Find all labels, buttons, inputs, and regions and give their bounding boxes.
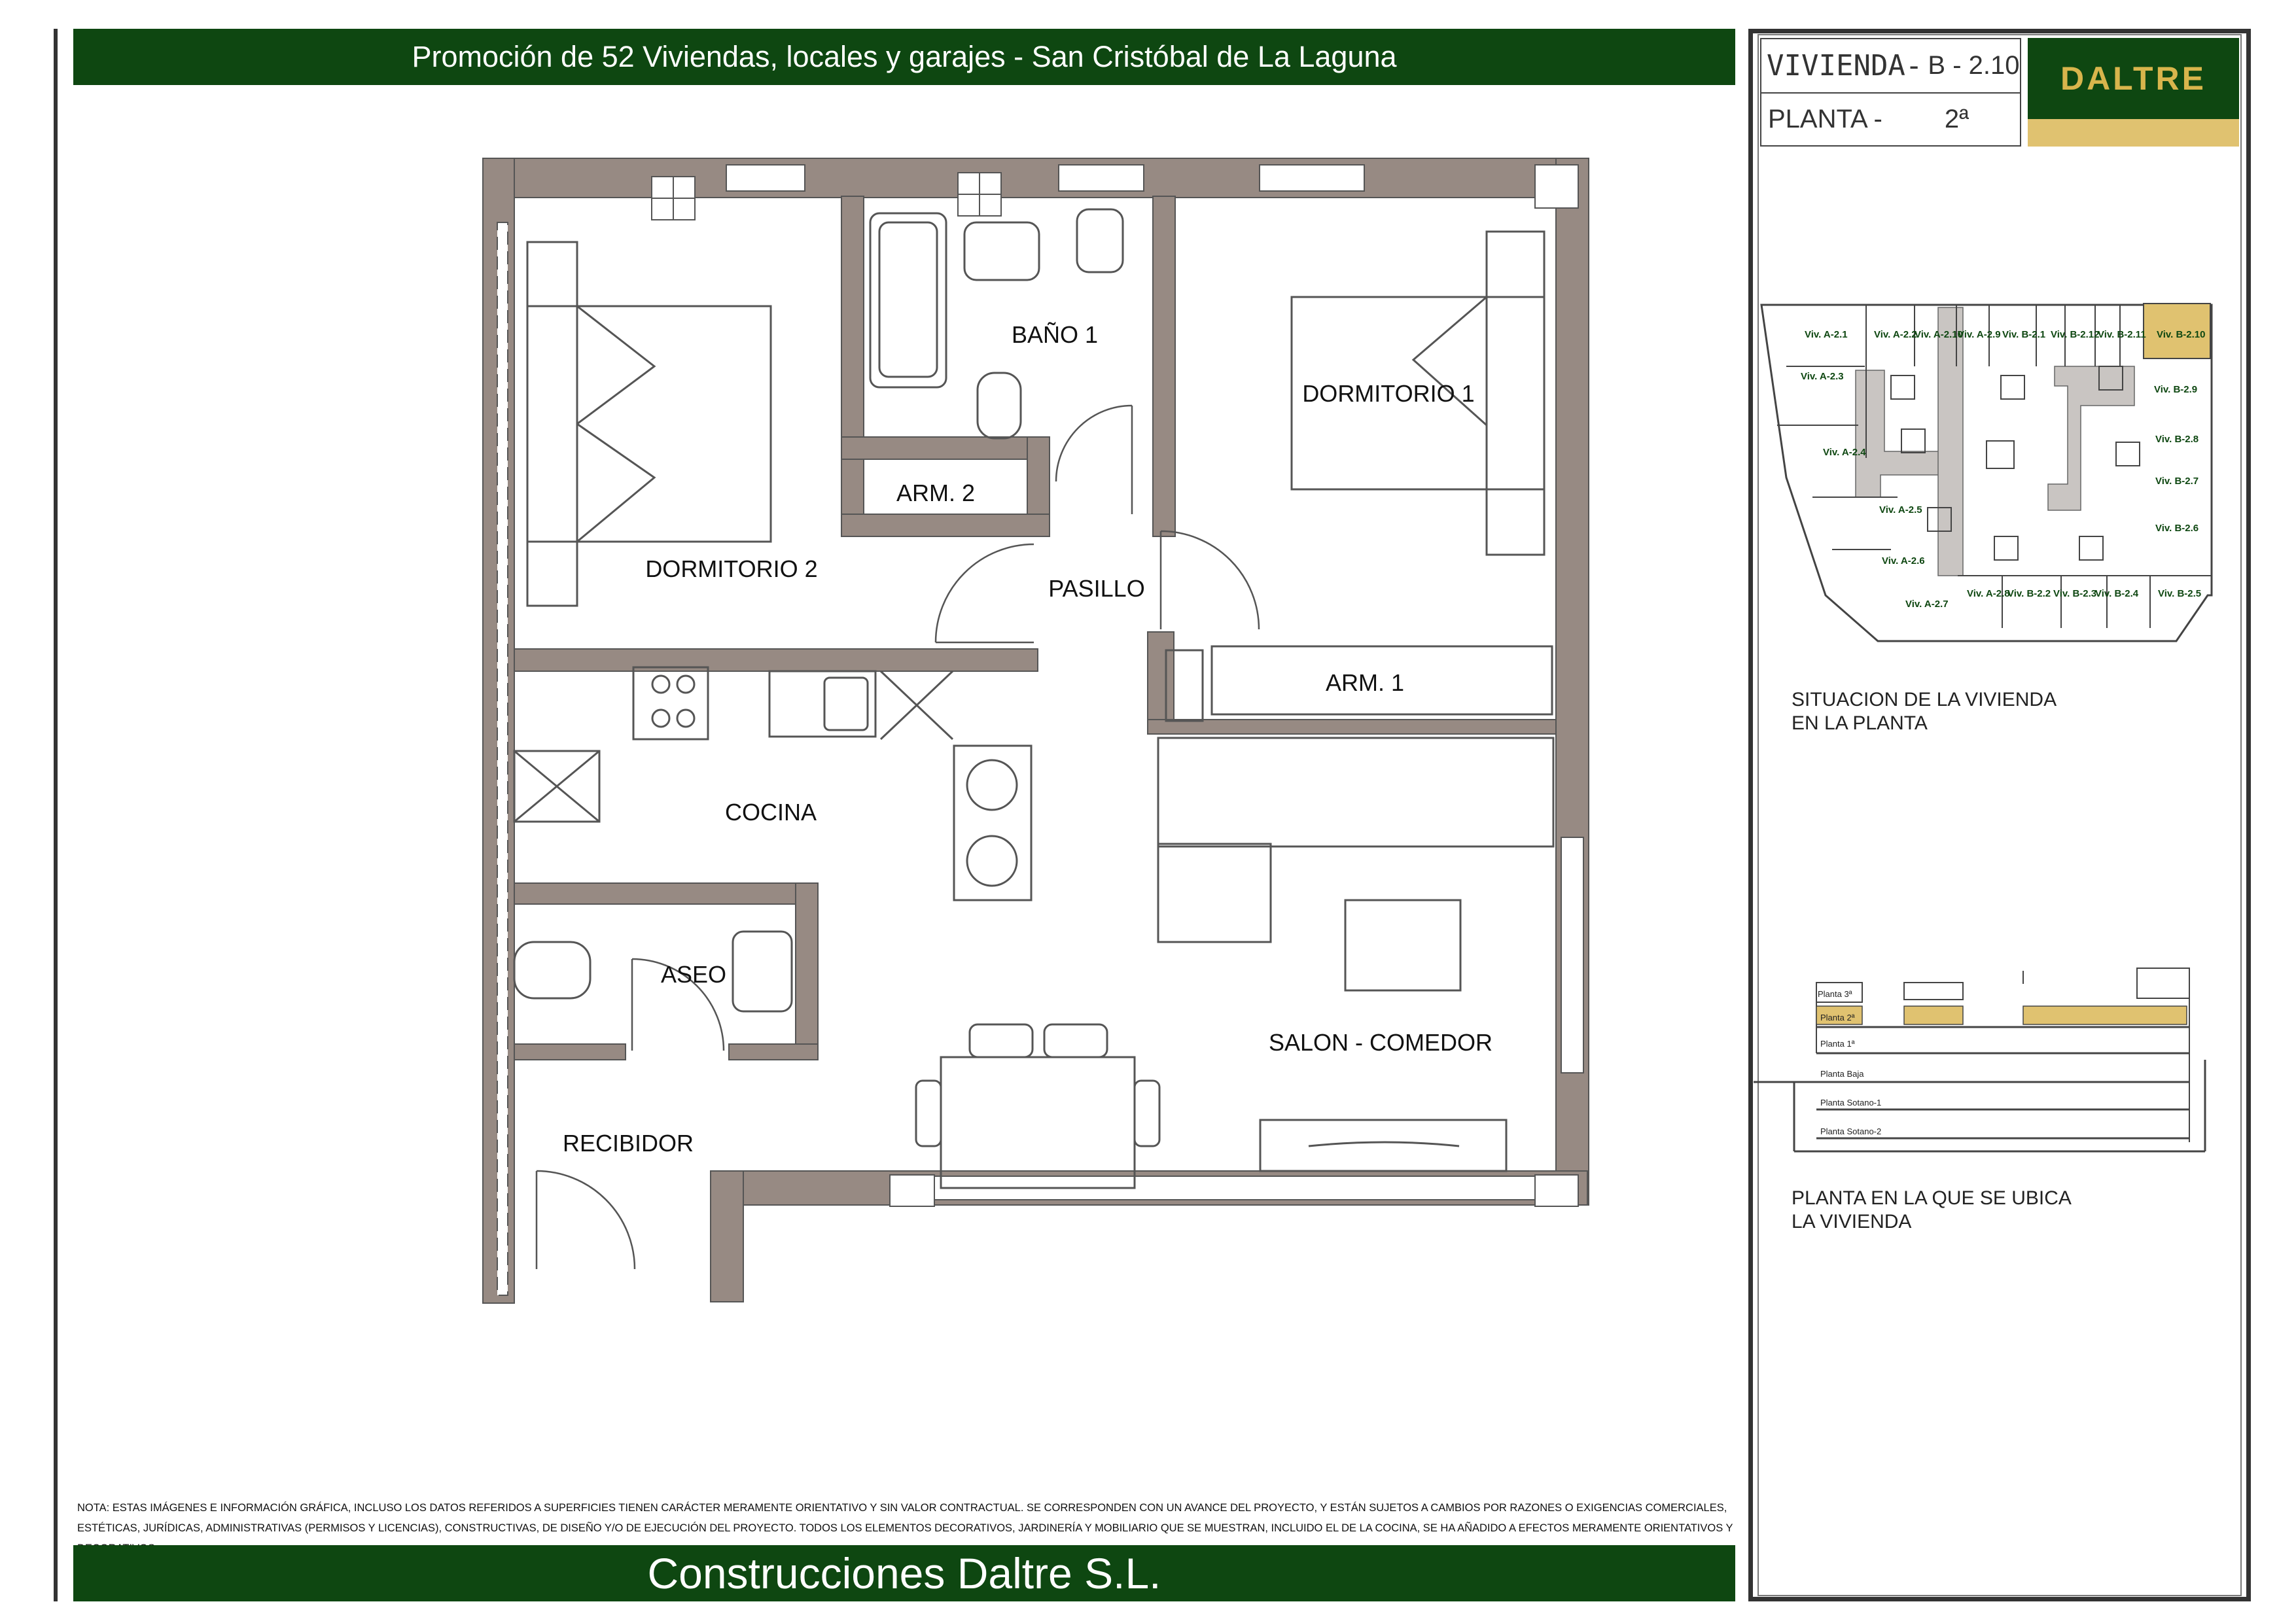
floor-block <box>1904 983 1963 1000</box>
unit-label: Viv. A-2.7 <box>1905 599 1949 610</box>
appliances <box>954 746 1031 900</box>
window <box>1059 165 1144 191</box>
room-aseo: ASEO <box>660 961 727 988</box>
floor-label: Planta 2ª <box>1820 1013 1855 1022</box>
unit-label: Viv. B-2.11 <box>2098 329 2146 340</box>
bidet <box>1077 209 1123 272</box>
door-dorm1 <box>1161 531 1259 629</box>
bed2 <box>527 306 771 542</box>
unit-label: Viv. A-2.4 <box>1823 447 1866 458</box>
fridge-mark <box>881 671 953 739</box>
floor-label: Planta Sotano-1 <box>1820 1098 1882 1108</box>
unit-label: Viv. A-2.1 <box>1805 329 1848 340</box>
unit-label: Viv. B-2.9 <box>2154 384 2198 395</box>
unit-label: Viv. A-2.9 <box>1958 329 2001 340</box>
wall-arm2-top <box>841 437 1038 459</box>
unit-label: Viv. B-2.2 <box>2007 588 2051 599</box>
dining-table <box>941 1057 1135 1188</box>
wall-aseo-right <box>796 883 818 1058</box>
floor-2-band <box>2023 1006 2187 1024</box>
unit-label: Viv. B-2.3 <box>2053 588 2097 599</box>
chair <box>916 1081 941 1146</box>
site-plan <box>1754 294 2225 648</box>
sofa-chaise <box>1158 844 1271 942</box>
wall-top <box>483 158 1589 198</box>
bathtub-inner <box>879 222 937 377</box>
floor-label: Planta Sotano-2 <box>1820 1126 1882 1136</box>
unit-label: Viv. B-2.10 <box>2157 329 2206 340</box>
tv-unit <box>1260 1120 1506 1171</box>
room-arm2: ARM. 2 <box>896 480 976 506</box>
page-title: Promoción de 52 Viviendas, locales y garajes - San Cristóbal de La Laguna <box>73 29 1735 85</box>
bath-sink <box>964 222 1039 280</box>
door-bath <box>1056 406 1132 481</box>
wall-aseo-bottom <box>729 1044 818 1060</box>
vivienda-code: B - 2.10 <box>1928 51 2020 80</box>
window-left-dashed <box>497 222 508 1295</box>
vivienda-label: VIVIENDA- <box>1767 49 1923 82</box>
wall-aseo-top <box>514 883 815 904</box>
room-salon: SALON - COMEDOR <box>1268 1029 1493 1056</box>
wall-arm1-bottom <box>1148 720 1556 734</box>
unit-label: Viv. A-2.5 <box>1879 504 1922 515</box>
room-pasillo: PASILLO <box>1048 575 1145 602</box>
window <box>1260 165 1364 191</box>
building-section <box>1754 962 2225 1178</box>
window <box>1561 837 1583 1073</box>
shaft <box>1535 1175 1578 1206</box>
room-dormitorio2: DORMITORIO 2 <box>645 555 818 582</box>
dryer <box>967 836 1017 886</box>
wall-arm2-right <box>1027 437 1050 515</box>
unit-label: Viv. A-2.8 <box>1967 588 2010 599</box>
floor-plan <box>458 144 1610 1321</box>
unit-label: Viv. B-2.12 <box>2051 329 2100 340</box>
chair <box>1044 1024 1107 1057</box>
tv <box>1309 1142 1459 1146</box>
room-recibidor: RECIBIDOR <box>562 1130 694 1157</box>
burner <box>652 710 669 727</box>
unit-label: Viv. B-2.4 <box>2095 588 2139 599</box>
wall-aseo-bottom-left <box>514 1044 626 1060</box>
unit-label: Viv. A-2.2 <box>1874 329 1917 340</box>
logo-text: DALTRE <box>2028 38 2239 119</box>
planta-label: PLANTA - <box>1768 105 1882 133</box>
unit-label: Viv. A-2.10 <box>1915 329 1963 340</box>
planta-value: 2ª <box>1944 105 1969 133</box>
bed2-headboard <box>527 242 577 606</box>
wall-dorm1-left <box>1153 196 1175 536</box>
door-dorm2 <box>936 544 1034 642</box>
unit-label: Viv. B-2.7 <box>2155 476 2199 487</box>
door-entrance <box>537 1171 635 1269</box>
floor-label: Planta Baja <box>1820 1069 1864 1079</box>
burner <box>652 676 669 693</box>
floor-label: Planta 1ª <box>1820 1039 1855 1049</box>
unit-label: Viv. B-2.1 <box>2002 329 2046 340</box>
window <box>726 165 805 191</box>
outline-lines <box>1816 968 2189 1142</box>
bed2-fold <box>577 306 654 542</box>
floor-label: Planta 3ª <box>1818 989 1852 999</box>
disclaimer-note: NOTA: ESTAS IMÁGENES E INFORMACIÓN GRÁFICA, INCLUSO LOS DATOS REFERIDOS A SUPERFICIES TIENEN CARÁCTER MERAMENTE ORIENTATIVO Y SIN VALOR CONTRACTUAL. SE CORRESPONDEN CON UN AVANCE DEL PROYECTO, Y ESTÁN SUJETOS A CAMBIOS POR RAZONES O EXIGENCIAS COMERCIALES, ESTÉTICAS, JURÍDICAS, ADMINISTRATIVAS (PERMISOS Y LICENCIAS), CONSTRUCTIVAS, DE DISEÑO Y/O DE EJECUCIÓN DEL PROYECTO. TODOS LOS ELEMENTOS DECORATIVOS, JARDINERÍA Y MOBILIARIO QUE SE MUESTRAN, INCLUIDO EL DE LA COCINA, SE HA AÑADIDO A EFECTOS MERAMENTE ORIENTATIVOS Y <box>77 1502 1733 1534</box>
section-outline <box>1816 968 2189 1142</box>
section-caption-line1: PLANTA EN LA QUE SE UBICA <box>1792 1187 2072 1209</box>
sofa <box>1158 738 1553 846</box>
floor-2-band <box>1904 1006 1963 1024</box>
wall-bottom-step <box>711 1171 743 1302</box>
kitchen-sink <box>769 671 875 737</box>
site-plan-caption-line1: SITUACION DE LA VIVIENDA <box>1792 689 2057 710</box>
unit-id-box <box>1760 38 2021 147</box>
bathtub <box>870 213 946 387</box>
daltre-logo <box>2028 38 2239 147</box>
unit-label: Viv. B-2.6 <box>2155 523 2199 534</box>
wall-arm1-left <box>1148 632 1174 733</box>
room-bano1: BAÑO 1 <box>1011 321 1099 348</box>
logo-gold-band <box>2028 119 2239 147</box>
unit-label: Viv. A-2.3 <box>1801 371 1844 382</box>
unit-label: Viv. B-2.8 <box>2155 434 2199 445</box>
room-arm1: ARM. 1 <box>1325 669 1405 696</box>
wall-kitchen-top <box>514 649 1038 671</box>
bed1-headboard <box>1487 232 1544 555</box>
site-plan-caption <box>1792 688 2057 735</box>
chair <box>1135 1081 1159 1146</box>
burner <box>677 676 694 693</box>
shaft <box>1535 165 1578 208</box>
highlighted-floor <box>1816 1006 2187 1024</box>
kitchen-cabinet-x <box>514 751 599 822</box>
wall-bath-left <box>841 196 864 536</box>
chair <box>970 1024 1033 1057</box>
aseo-toilet <box>514 942 590 998</box>
side-panel-inner <box>1757 34 2242 1596</box>
coffee-table <box>1345 900 1460 990</box>
left-border-line <box>54 29 58 1601</box>
toilet <box>978 373 1021 438</box>
washer <box>967 760 1017 810</box>
core-b <box>1938 307 1963 576</box>
site-plan-caption-line2: EN LA PLANTA <box>1792 712 1928 734</box>
aseo-sink <box>733 932 792 1011</box>
planta-row <box>1761 93 2020 146</box>
room-cocina: COCINA <box>724 799 817 826</box>
room-dormitorio1: DORMITORIO 1 <box>1302 380 1475 407</box>
section-caption <box>1792 1187 2072 1234</box>
unit-label: Viv. A-2.6 <box>1882 555 1925 567</box>
cooktop <box>633 667 708 739</box>
burner <box>677 710 694 727</box>
kitchen-basin <box>824 678 868 730</box>
section-caption-line2: LA VIVIENDA <box>1792 1211 1912 1232</box>
shaft <box>890 1175 934 1206</box>
wall-arm2-bottom <box>841 514 1050 536</box>
unit-label: Viv. B-2.5 <box>2158 588 2202 599</box>
vivienda-row <box>1761 39 2020 94</box>
company-name: Construcciones Daltre S.L. <box>73 1545 1735 1601</box>
floor-block <box>2137 968 2189 998</box>
